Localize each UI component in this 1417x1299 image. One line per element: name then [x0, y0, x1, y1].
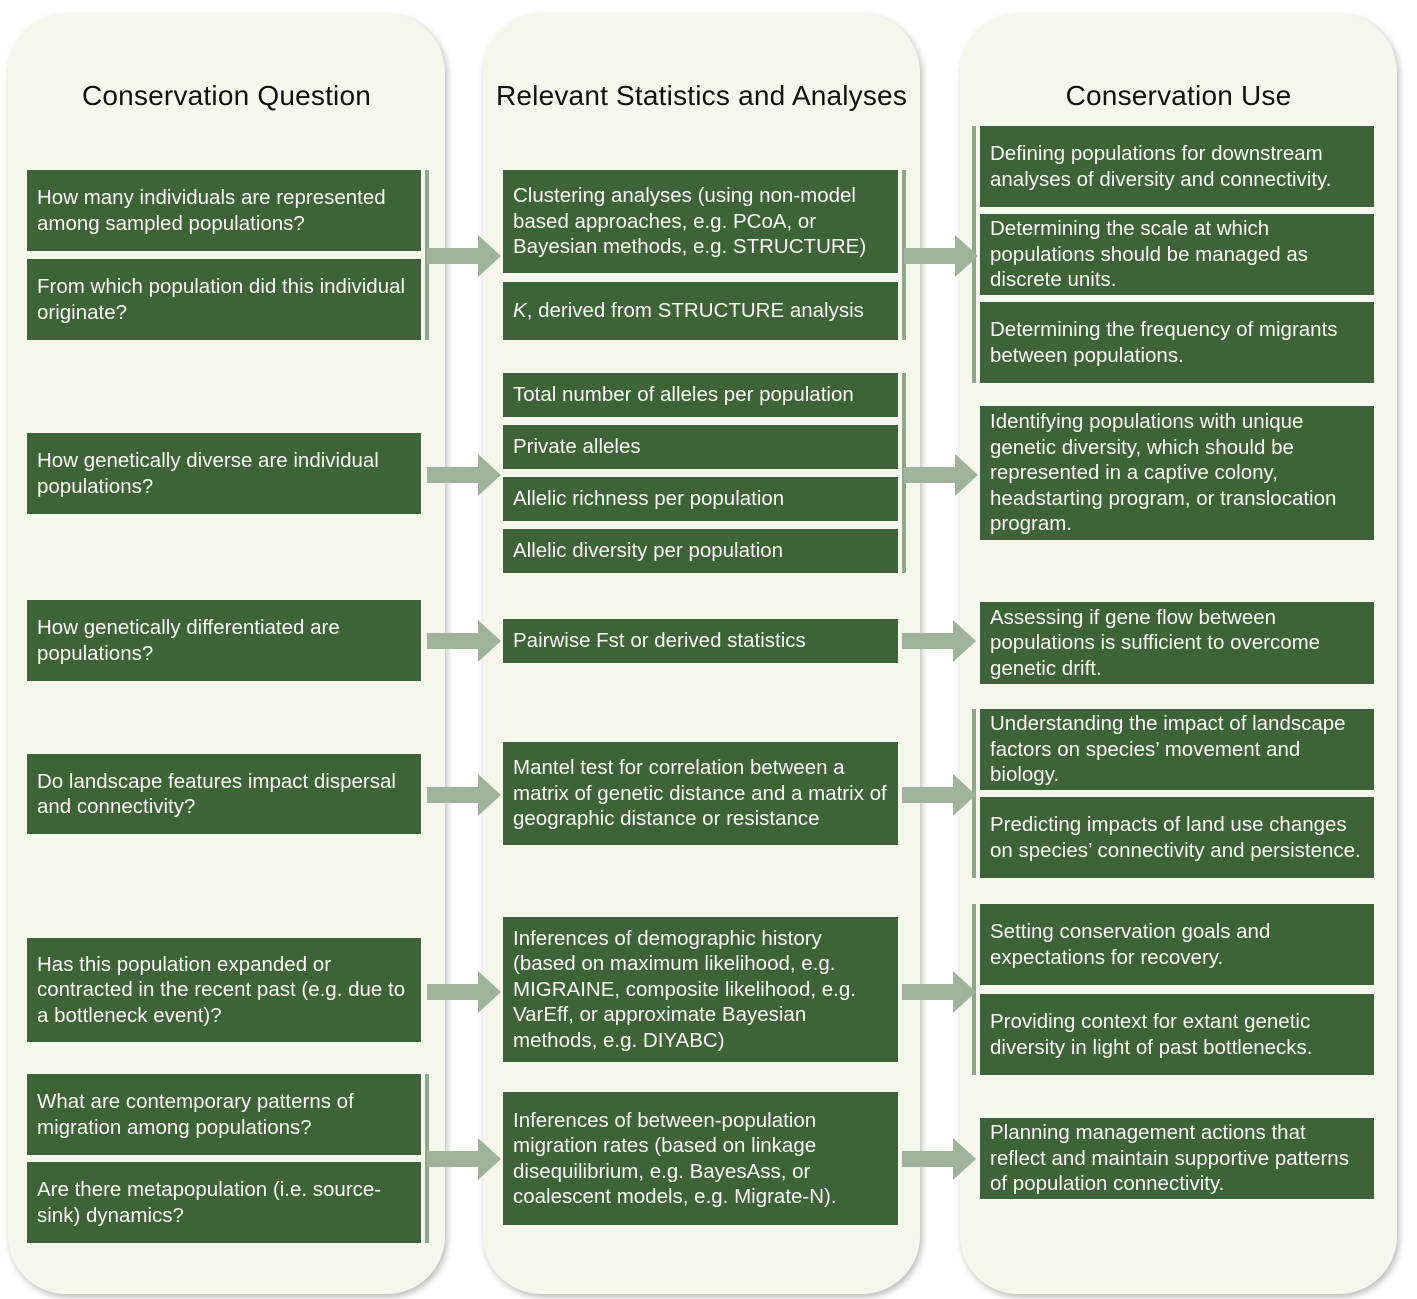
statistic-box: Allelic diversity per population [503, 529, 898, 573]
arrow-right-icon [427, 1138, 501, 1180]
question-box: How many individuals are represented among sampled populations? [27, 170, 421, 251]
statistic-box: Mantel test for correlation between a matrix of genetic distance and a matrix of geographic distance or resistance [503, 742, 898, 845]
question-box: How genetically differentiated are populations? [27, 600, 421, 681]
use-box: Planning management actions that reflect and maintain supportive patterns of population connectivity. [980, 1118, 1374, 1199]
arrow-right-icon [904, 454, 978, 496]
use-box: Defining populations for downstream analyses of diversity and connectivity. [980, 126, 1374, 207]
use-box: Setting conservation goals and expectations for recovery. [980, 904, 1374, 985]
statistic-box: Total number of alleles per population [503, 373, 898, 417]
arrow-right-icon [902, 620, 976, 662]
arrow-right-icon [427, 235, 501, 277]
statistic-box: Private alleles [503, 425, 898, 469]
use-box: Identifying populations with unique genetic diversity, which should be represented in a captive colony, headstarting program, or translocation program. [980, 406, 1374, 540]
arrow-right-icon [427, 620, 501, 662]
statistic-box: Clustering analyses (using non-model based approaches, e.g. PCoA, or Bayesian methods, e.g. STRUCTURE) [503, 170, 898, 273]
use-box: Providing context for extant genetic diversity in light of past bottlenecks. [980, 994, 1374, 1075]
use-box: Determining the scale at which populations should be managed as discrete units. [980, 214, 1374, 295]
question-box: Do landscape features impact dispersal and connectivity? [27, 754, 421, 834]
arrow-right-icon [904, 235, 978, 277]
use-box: Assessing if gene flow between populations is sufficient to overcome genetic drift. [980, 602, 1374, 684]
question-box: How genetically diverse are individual populations? [27, 433, 421, 514]
arrow-right-icon [427, 454, 501, 496]
column-title-question: Conservation Question [81, 80, 372, 111]
statistic-box: Inferences of demographic history (based on maximum likelihood, e.g. MIGRAINE, composite likelihood, e.g. VarEff, or approximate Bayesian methods, e.g. DIYABC) [503, 917, 898, 1062]
statistic-box: Pairwise Fst or derived statistics [503, 619, 898, 663]
arrow-right-icon [902, 971, 976, 1013]
statistic-box: Inferences of between-population migration rates (based on linkage disequilibrium, e.g. BayesAss, or coalescent models, e.g. Migrate-N). [503, 1092, 898, 1225]
use-box: Predicting impacts of land use changes on species’ connectivity and persistence. [980, 797, 1374, 878]
arrow-right-icon [902, 1138, 976, 1180]
k-derivation-text: , derived from STRUCTURE analysis [526, 299, 864, 323]
question-box: What are contemporary patterns of migration among populations? [27, 1074, 421, 1155]
column-title-use: Conservation Use [1065, 80, 1292, 111]
column-title-statistics: Relevant Statistics and Analyses [495, 80, 908, 111]
question-box: From which population did this individual originate? [27, 259, 421, 340]
use-box: Understanding the impact of landscape factors on species’ movement and biology. [980, 709, 1374, 790]
use-box: Determining the frequency of migrants between populations. [980, 302, 1374, 383]
k-symbol: K [513, 299, 527, 323]
question-box: Has this population expanded or contracted in the recent past (e.g. due to a bottleneck event)? [27, 938, 421, 1042]
statistic-box [503, 282, 898, 340]
statistic-box: Allelic richness per population [503, 477, 898, 521]
arrow-right-icon [427, 774, 501, 816]
arrow-right-icon [427, 971, 501, 1013]
question-box: Are there metapopulation (i.e. source-sink) dynamics? [27, 1162, 421, 1243]
arrow-right-icon [902, 774, 976, 816]
